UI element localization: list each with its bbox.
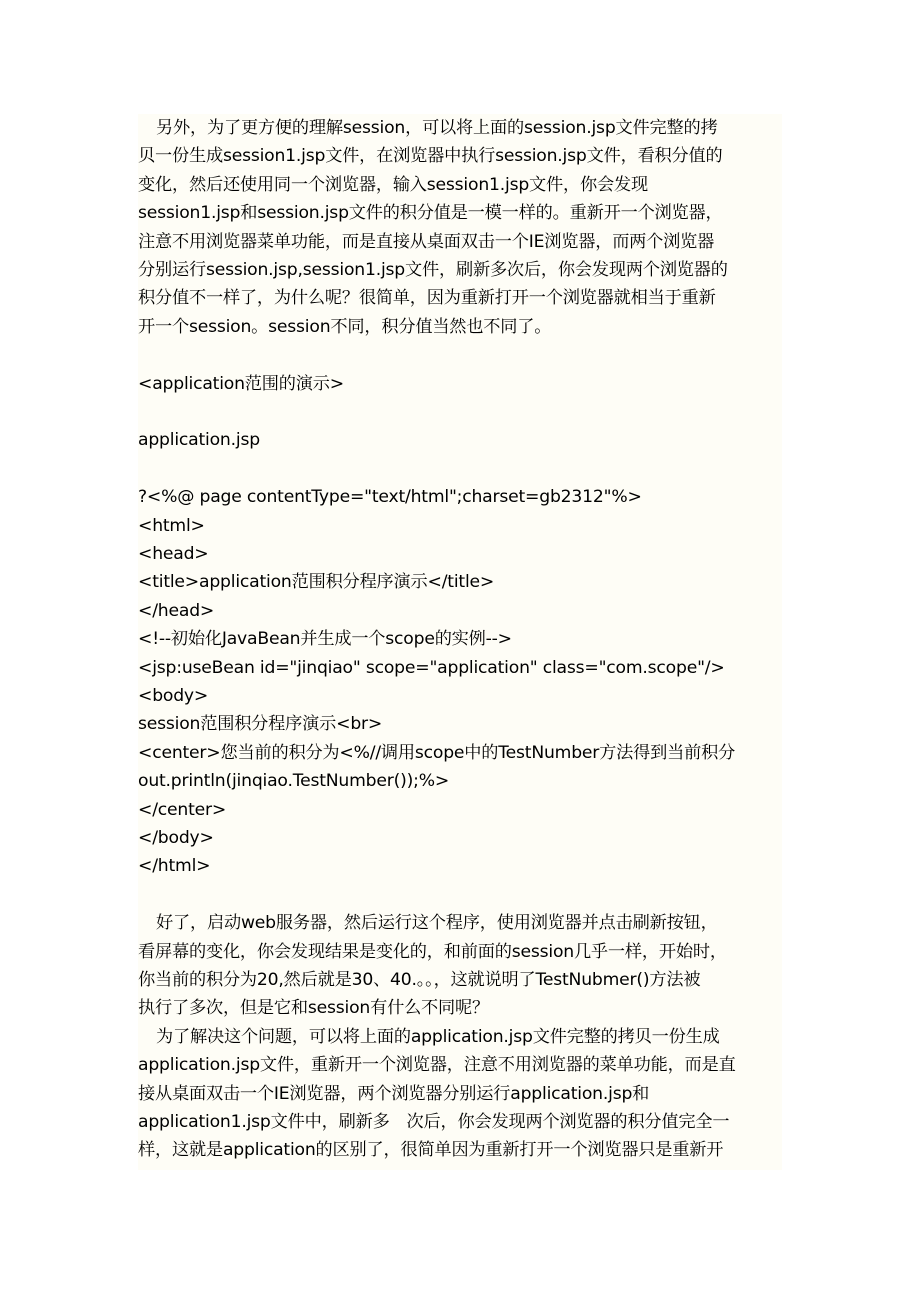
paragraph-line: session1.jsp和session.jsp文件的积分值是一模一样的。重新开一个浏览器， [138, 203, 723, 224]
paragraph-line: 分别运行session.jsp,session1.jsp文件，刷新多次后，你会发现两个浏览器的 [138, 260, 728, 280]
paragraph-line: 贝一份生成session1.jsp文件，在浏览器中执行session.jsp文件，看积分值的 [138, 146, 723, 167]
paragraph-line: 另外，为了更方便的理解session，可以将上面的session.jsp文件完整的拷 [156, 118, 718, 138]
document-text-block [138, 114, 782, 1170]
paragraph-line: 看屏幕的变化，你会发现结果是变化的，和前面的session几乎一样，开始时， [138, 941, 727, 962]
code-line: <body> [138, 686, 209, 706]
code-line: session范围积分程序演示<br> [138, 714, 383, 735]
code-line: <html> [138, 515, 205, 536]
paragraph-line: 执行了多次，但是它和session有什么不同呢？ [138, 998, 490, 1019]
paragraph-line: 为了解决这个问题，可以将上面的application.jsp文件完整的拷贝一份生成 [156, 1026, 720, 1047]
file-name: application.jsp [138, 430, 260, 451]
paragraph-line: 你当前的积分为20,然后就是30、40.。。，这就说明了TestNubmer()方法被 [138, 970, 701, 990]
code-line: <head> [138, 544, 209, 564]
paragraph-line: 样，这就是application的区别了，很简单因为重新打开一个浏览器只是重新开 [138, 1140, 724, 1161]
code-line: ?<%@ page contentType="text/html";charset=gb2312"%> [138, 487, 642, 508]
paragraph-line: 开一个session。session不同，积分值当然也不同了。 [138, 316, 552, 337]
section-heading: <application范围的演示> [138, 373, 344, 394]
code-line: <title>application范围积分程序演示</title> [138, 572, 495, 593]
code-line: </center> [138, 799, 227, 820]
paragraph-line: application1.jsp文件中，刷新多 次后，你会发现两个浏览器的积分值完全一 [138, 1112, 730, 1132]
code-line: <center>您当前的积分为<%//调用scope中的TestNumber方法得到当前积分 [138, 742, 736, 763]
paragraph-line: 积分值不一样了，为什么呢？很简单，因为重新打开一个浏览器就相当于重新 [138, 288, 716, 309]
paragraph-line: 好了，启动web服务器，然后运行这个程序，使用浏览器并点击刷新按钮， [156, 913, 718, 934]
code-line: </html> [138, 856, 211, 877]
code-line: <jsp:useBean id="jinqiao" scope="application" class="com.scope"/> [138, 657, 725, 678]
code-line: out.println(jinqiao.TestNumber());%> [138, 771, 450, 792]
code-line: <!--初始化JavaBean并生成一个scope的实例--> [138, 629, 512, 650]
paragraph-line: application.jsp文件，重新开一个浏览器，注意不用浏览器的菜单功能，而是直 [138, 1055, 736, 1076]
code-line: </body> [138, 828, 214, 848]
code-line: </head> [138, 600, 215, 621]
paragraph-line: 注意不用浏览器菜单功能，而是直接从桌面双击一个IE浏览器，而两个浏览器 [138, 231, 715, 252]
paragraph-line: 变化，然后还使用同一个浏览器，输入session1.jsp文件，你会发现 [138, 174, 648, 195]
paragraph-line: 接从桌面双击一个IE浏览器，两个浏览器分别运行application.jsp和 [138, 1083, 650, 1104]
